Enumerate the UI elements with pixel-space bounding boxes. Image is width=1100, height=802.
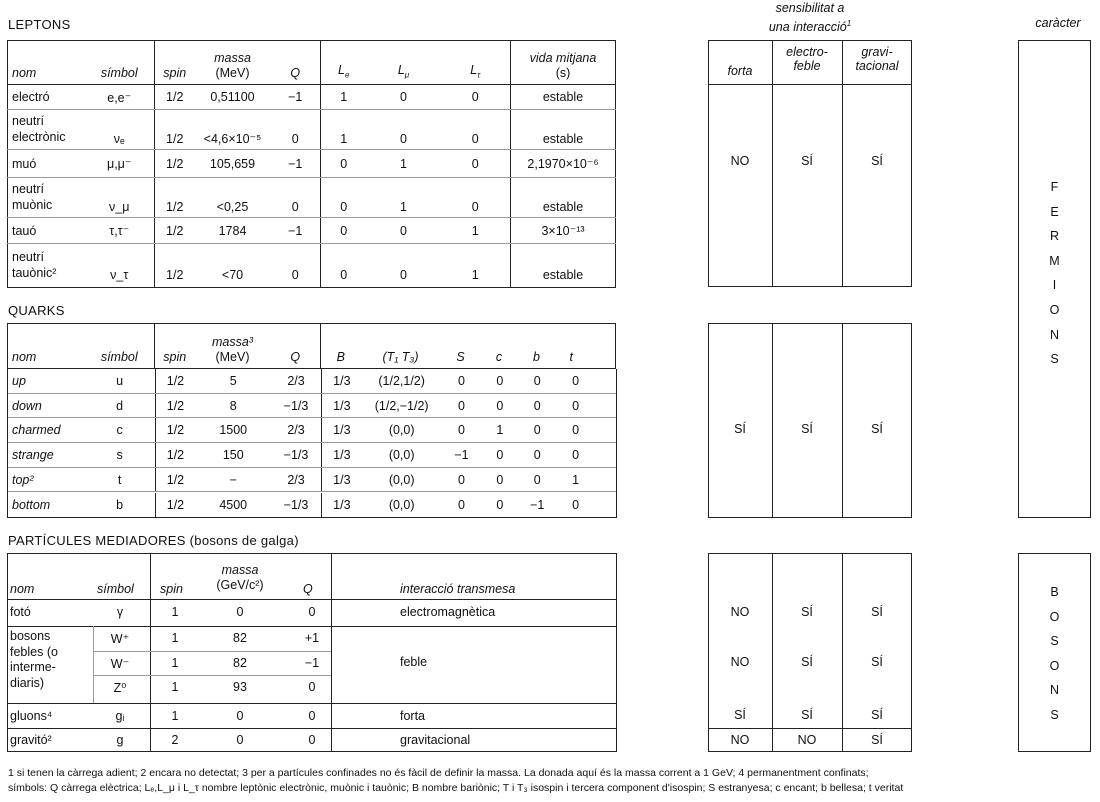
cell-spin: 1/2 xyxy=(166,423,185,438)
quarks-title: QUARKS xyxy=(8,303,65,318)
cell-tt: 1 xyxy=(572,472,580,487)
cell-spin: 1/2 xyxy=(166,268,184,282)
cell-s: 0 xyxy=(457,398,465,413)
bosons-letter: S xyxy=(1050,707,1059,722)
cell-massa: 5 xyxy=(229,373,237,388)
table-row xyxy=(8,218,616,244)
cell-s: 0 xyxy=(457,497,465,512)
cell-q: −1 xyxy=(271,150,321,178)
col-b: B xyxy=(321,324,361,369)
cell-t: (0,0) xyxy=(388,472,415,487)
col-massa: massa (MeV) xyxy=(195,41,271,85)
med-col-interaccio: interacció transmesa xyxy=(400,582,516,596)
sensibilitat-header: sensibilitat a una interacció$^1$ xyxy=(768,1,852,35)
sens-graviton-electro: NO xyxy=(797,733,817,747)
fermions-letter: I xyxy=(1052,278,1057,293)
sens-graviton-forta: NO xyxy=(730,733,750,747)
sens-quarks-box xyxy=(708,323,912,518)
fermions-letter: N xyxy=(1049,327,1060,342)
cell-simbol: s xyxy=(85,443,156,467)
col-massa: massa³ (MeV) xyxy=(195,324,271,369)
sens-bosons-forta: NO xyxy=(730,655,750,669)
sens-foto-forta: NO xyxy=(730,605,750,619)
cell-q: 2/3 xyxy=(271,418,322,442)
bosons-letter: N xyxy=(1049,683,1060,698)
cell-t: (0,0) xyxy=(388,497,415,512)
graviton-q: 0 xyxy=(308,733,316,747)
cell-vida: estable xyxy=(511,85,616,110)
cell-q: −1 xyxy=(271,218,321,244)
foto-interaccio: electromagnètica xyxy=(400,605,496,619)
sens-foto-electro: SÍ xyxy=(801,605,813,619)
cell-lmu: 1 xyxy=(367,150,441,178)
quarks-body xyxy=(7,369,617,518)
bosons-letter: B xyxy=(1050,585,1059,599)
gluons-q: 0 xyxy=(308,709,316,723)
table-row xyxy=(8,85,616,110)
fermions-letter: M xyxy=(1049,253,1060,268)
med-col-simbol: símbol xyxy=(97,582,134,596)
boson-massa: 93 xyxy=(233,680,247,694)
bosons-label xyxy=(1018,580,1091,728)
cell-q: −1/3 xyxy=(271,394,322,418)
sens-bosons-electro: SÍ xyxy=(801,655,813,669)
cell-b: 1/3 xyxy=(333,423,351,438)
cell-tt: 0 xyxy=(572,398,580,413)
col-s: S xyxy=(441,324,481,369)
col-lmu: $L_\mu$ xyxy=(367,41,441,85)
cell-le: 0 xyxy=(321,178,367,218)
col-ltau: $L_\tau$ xyxy=(441,41,511,85)
cell-tt: 0 xyxy=(572,423,580,438)
med-col-massa: massa (GeV/c²) xyxy=(216,563,264,592)
cell-lmu: 0 xyxy=(367,85,441,110)
gluons-interaccio: forta xyxy=(400,709,426,723)
cell-massa: <70 xyxy=(221,268,244,282)
boson-simbol: Z⁰ xyxy=(113,681,127,695)
sens-leptons-grav: SÍ xyxy=(871,154,883,168)
cell-vida: 3×10⁻¹³ xyxy=(511,218,616,244)
cell-lmu: 0 xyxy=(400,268,407,282)
cell-t: (1/2,−1/2) xyxy=(374,398,429,413)
cell-vida: estable xyxy=(542,268,584,282)
cell-s: −1 xyxy=(454,447,469,462)
cell-spin: 1/2 xyxy=(166,373,185,388)
cell-q: −1/3 xyxy=(271,443,322,467)
gluons-massa: 0 xyxy=(236,709,244,723)
cell-le: 0 xyxy=(340,268,348,282)
cell-bb: 0 xyxy=(533,398,541,413)
cell-spin: 1/2 xyxy=(166,497,185,512)
col-vida: vida mitjana (s) xyxy=(511,41,616,85)
cell-s: 0 xyxy=(457,373,465,388)
cell-t: (1/2,1/2) xyxy=(378,373,425,388)
fermions-letter: S xyxy=(1050,352,1059,367)
bosons-letter: O xyxy=(1049,609,1060,624)
cell-simbol: e,e⁻ xyxy=(85,85,155,110)
cell-ltau: 0 xyxy=(441,85,511,110)
sens-quarks-grav: SÍ xyxy=(871,422,883,436)
cell-spin: 1/2 xyxy=(155,218,195,244)
leptons-header-row xyxy=(8,41,616,85)
cell-t: (0,0) xyxy=(388,423,415,438)
cell-le: 1 xyxy=(321,85,367,110)
cell-c: 1 xyxy=(496,423,504,438)
table-row xyxy=(8,443,616,468)
cell-lmu: 0 xyxy=(367,218,441,244)
graviton-simbol: g xyxy=(116,733,124,747)
fermions-letter: F xyxy=(1050,180,1059,194)
cell-simbol: c xyxy=(85,418,156,442)
cell-b: 1/3 xyxy=(333,497,351,512)
cell-simbol: ν_μ xyxy=(85,178,155,218)
sens-leptons-forta: NO xyxy=(730,154,750,168)
cell-bb: 0 xyxy=(533,423,541,438)
footnote-1: 1 si tenen la càrrega adient; 2 encara no detectat; 3 per a partícules confinades no és fàcil de definir la massa. La donada aquí és la massa corrent a 1 GeV; 4 permanentment confinats; xyxy=(8,767,869,779)
col-q: Q xyxy=(271,324,321,369)
sens-leptons-electro: SÍ xyxy=(801,154,813,168)
cell-nom: neutrí tauònic² xyxy=(12,249,57,280)
cell-ltau: 1 xyxy=(441,218,511,244)
sens-quarks-electro: SÍ xyxy=(801,422,813,436)
boson-massa: 82 xyxy=(233,656,247,670)
cell-simbol: d xyxy=(85,394,156,418)
sens-gluons-grav: SÍ xyxy=(871,708,883,722)
gluons-simbol: gᵢ xyxy=(115,709,125,723)
cell-vida: estable xyxy=(511,110,616,150)
cell-b: 1/3 xyxy=(333,373,351,388)
col-simbol: símbol xyxy=(85,41,155,85)
cell-massa: 4500 xyxy=(219,497,248,512)
boson-simbol: W⁺ xyxy=(110,632,130,646)
cell-simbol: ν_τ xyxy=(85,244,155,288)
cell-q: −1 xyxy=(271,85,321,110)
table-row xyxy=(8,493,616,518)
cell-c: 0 xyxy=(496,472,504,487)
cell-simbol: b xyxy=(85,493,156,518)
gluons-nom: gluons⁴ xyxy=(10,709,53,723)
table-row xyxy=(8,418,616,443)
table-row xyxy=(8,110,616,150)
cell-spin: 1/2 xyxy=(166,398,185,413)
quarks-header-row xyxy=(8,324,616,369)
cell-s: 0 xyxy=(457,472,465,487)
sens-quarks-forta: SÍ xyxy=(734,422,746,436)
cell-lmu: 0 xyxy=(367,110,441,150)
cell-bb: 0 xyxy=(533,447,541,462)
cell-s: 0 xyxy=(457,423,465,438)
cell-simbol: τ,τ⁻ xyxy=(85,218,155,244)
boson-simbol: W⁻ xyxy=(110,657,130,671)
cell-nom: up xyxy=(12,373,26,388)
sens-col-forta: forta xyxy=(727,64,753,78)
sens-col-electrofeble: electro- feble xyxy=(786,45,828,74)
boson-q: +1 xyxy=(304,631,320,645)
fermions-label xyxy=(1018,175,1091,372)
cell-simbol: u xyxy=(85,369,156,393)
sens-bosons-grav: SÍ xyxy=(871,655,883,669)
cell-le: 0 xyxy=(321,218,367,244)
table-row xyxy=(8,369,616,394)
graviton-interaccio: gravitacional xyxy=(400,733,471,747)
graviton-spin: 2 xyxy=(171,733,179,747)
cell-simbol: νₑ xyxy=(85,110,155,150)
graviton-massa: 0 xyxy=(236,733,244,747)
fermions-letter: E xyxy=(1050,204,1059,219)
table-row xyxy=(8,150,616,178)
cell-nom: strange xyxy=(12,447,54,462)
cell-vida: 2,1970×10⁻⁶ xyxy=(511,150,616,178)
cell-massa: 105,659 xyxy=(195,150,271,178)
cell-bb: 0 xyxy=(533,373,541,388)
col-bb: b xyxy=(518,324,556,369)
table-row xyxy=(8,178,616,218)
cell-b: 1/3 xyxy=(333,398,351,413)
cell-q: 0 xyxy=(271,110,321,150)
cell-nom: down xyxy=(12,398,42,413)
col-c: c xyxy=(481,324,518,369)
med-col-nom: nom xyxy=(10,582,35,596)
cell-bb: −1 xyxy=(530,497,545,512)
table-row xyxy=(8,394,616,419)
cell-q: 2/3 xyxy=(271,468,322,492)
cell-massa: <0,25 xyxy=(195,178,271,218)
cell-nom: bottom xyxy=(12,497,51,512)
sens-foto-grav: SÍ xyxy=(871,605,883,619)
cell-ltau: 0 xyxy=(441,110,511,150)
table-row xyxy=(8,244,616,288)
cell-massa: − xyxy=(229,472,237,487)
table-row xyxy=(8,468,616,493)
foto-q: 0 xyxy=(308,605,316,619)
col-spin: spin xyxy=(155,41,195,85)
boson-q: −1 xyxy=(304,656,320,670)
cell-c: 0 xyxy=(496,373,504,388)
cell-ltau: 1 xyxy=(441,244,511,288)
fermions-letter: O xyxy=(1049,302,1060,317)
cell-spin: 1/2 xyxy=(166,472,185,487)
cell-spin: 1/2 xyxy=(155,178,195,218)
cell-le: 0 xyxy=(321,150,367,178)
cell-b: 1/3 xyxy=(333,447,351,462)
foto-spin: 1 xyxy=(171,605,179,619)
bosons-letter: S xyxy=(1050,634,1059,649)
cell-ltau: 0 xyxy=(441,178,511,218)
cell-massa: 1784 xyxy=(195,218,271,244)
sens-mediadores-box xyxy=(708,553,912,752)
cell-tt: 0 xyxy=(572,373,580,388)
boson-spin: 1 xyxy=(171,656,179,670)
cell-massa: 0,51100 xyxy=(195,85,271,110)
cell-spin: 1/2 xyxy=(166,447,185,462)
bosons-interaccio: feble xyxy=(400,655,428,669)
col-nom: nom xyxy=(8,41,85,85)
boson-massa: 82 xyxy=(233,631,247,645)
foto-simbol: γ xyxy=(116,605,124,619)
leptons-table xyxy=(7,40,616,288)
foto-nom: fotó xyxy=(10,605,31,619)
foto-massa: 0 xyxy=(236,605,244,619)
cell-nom: muó xyxy=(8,150,85,178)
sens-col-gravitacional: gravi- tacional xyxy=(855,45,899,74)
cell-spin: 1/2 xyxy=(155,110,195,150)
cell-spin: 1/2 xyxy=(155,85,195,110)
sens-graviton-grav: SÍ xyxy=(871,733,883,747)
cell-bb: 0 xyxy=(533,472,541,487)
cell-q: 0 xyxy=(271,244,321,288)
boson-spin: 1 xyxy=(171,680,179,694)
cell-massa: 1500 xyxy=(219,423,248,438)
sens-gluons-forta: SÍ xyxy=(734,708,746,722)
col-tt: t xyxy=(556,324,616,369)
cell-tt: 0 xyxy=(572,497,580,512)
cell-massa: 8 xyxy=(229,398,237,413)
cell-tt: 0 xyxy=(572,447,580,462)
leptons-title: LEPTONS xyxy=(8,17,71,32)
col-simbol: símbol xyxy=(85,324,155,369)
cell-simbol: t xyxy=(85,468,156,492)
col-le: $L_e$ xyxy=(321,41,367,85)
cell-t: (0,0) xyxy=(388,447,415,462)
footnote-2: símbols: Q càrrega elèctrica; Lₑ,L_μ i L_τ nombre leptònic electrònic, muònic i tauònic; B nombre bariònic; T i T₃ isospin i tercera component d'isospin; S estranyesa; c encant; b bellesa; t veritat xyxy=(8,782,904,794)
col-spin: spin xyxy=(155,324,195,369)
col-t: (T₁ T₃) xyxy=(361,324,441,369)
cell-spin: 1/2 xyxy=(155,150,195,178)
cell-nom: neutrí electrònic xyxy=(8,110,85,150)
boson-spin: 1 xyxy=(171,631,179,645)
fermions-letter: R xyxy=(1049,229,1060,244)
cell-nom: charmed xyxy=(12,423,61,438)
boson-q: 0 xyxy=(308,680,316,694)
graviton-nom: gravitó² xyxy=(10,733,52,747)
cell-q: −1/3 xyxy=(271,493,322,518)
cell-nom: electró xyxy=(8,85,85,110)
quarks-table xyxy=(7,323,616,369)
sens-gluons-electro: SÍ xyxy=(801,708,813,722)
cell-nom: neutrí muònic xyxy=(8,178,85,218)
mediadores-title: PARTÍCULES MEDIADORES (bosons de galga) xyxy=(8,533,299,548)
cell-vida: estable xyxy=(511,178,616,218)
cell-ltau: 0 xyxy=(441,150,511,178)
col-nom: nom xyxy=(8,324,85,369)
cell-massa: 150 xyxy=(222,447,244,462)
bosons-letter: O xyxy=(1049,658,1060,673)
cell-c: 0 xyxy=(496,497,504,512)
cell-nom: tauó xyxy=(8,218,85,244)
med-col-q: Q xyxy=(303,582,313,596)
cell-q: 0 xyxy=(271,178,321,218)
caracter-header: caràcter xyxy=(1035,16,1081,30)
cell-q: 2/3 xyxy=(271,369,322,393)
med-col-spin: spin xyxy=(160,582,183,596)
cell-simbol: μ,μ⁻ xyxy=(85,150,155,178)
cell-nom: top² xyxy=(12,472,34,487)
gluons-spin: 1 xyxy=(171,709,179,723)
cell-c: 0 xyxy=(496,398,504,413)
cell-b: 1/3 xyxy=(333,472,351,487)
cell-massa: <4,6×10⁻⁵ xyxy=(195,110,271,150)
col-q: Q xyxy=(271,41,321,85)
cell-lmu: 1 xyxy=(367,178,441,218)
cell-c: 0 xyxy=(496,447,504,462)
bosons-nom: bosons febles (o interme- diaris) xyxy=(10,629,58,690)
cell-le: 1 xyxy=(321,110,367,150)
